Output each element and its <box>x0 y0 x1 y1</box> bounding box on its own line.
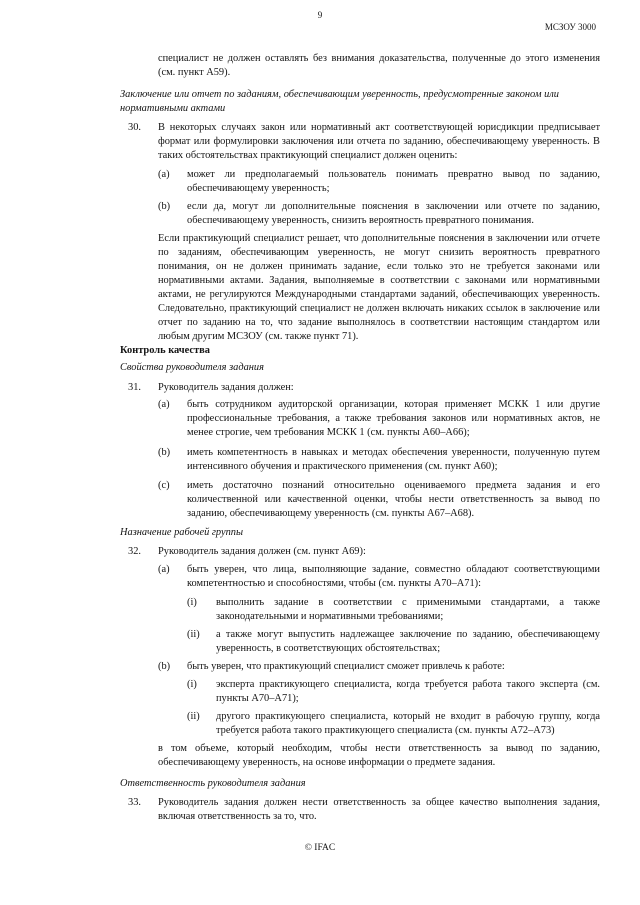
subitem-label-32a-i: (i) <box>187 597 197 608</box>
item-label-31b: (b) <box>158 447 171 458</box>
paragraph-32-text: Руководитель задания должен (см. пункт А69): <box>158 546 366 557</box>
item-label-32b: (b) <box>158 661 171 672</box>
paragraph-number-33: 33. <box>128 797 141 808</box>
item-31b-text: иметь компетентность в навыках и методах обеспечения уверенности, полученную путем интенсивного обучения и практического применения (см. пункт А60); <box>187 447 600 472</box>
subitem-32b-ii-text: другого практикующего специалиста, который не входит в рабочую группу, когда требуется работа такого практикующего специалиста (см. пункты А72–А73) <box>216 711 600 736</box>
page-number: 9 <box>317 10 323 20</box>
subitem-label-32b-i: (i) <box>187 679 197 690</box>
subitem-32a-i-text: выполнить задание в соответствии с применимыми стандартами, а также законодательными и нормативными требованиями; <box>216 597 600 622</box>
paragraph-33-text: Руководитель задания должен нести ответственность за общее качество выполнения задания, включая ответственность за то, что. <box>158 797 600 822</box>
footer-copyright: © IFAC <box>304 843 336 853</box>
subitem-32b-i-text: эксперта практикующего специалиста, когда требуется работа такого эксперта (см. пункты А70–А71); <box>216 679 600 704</box>
paragraph-number-31: 31. <box>128 382 141 393</box>
paragraph-31-text: Руководитель задания должен: <box>158 382 294 393</box>
item-label-31a: (a) <box>158 399 170 410</box>
item-label-31c: (c) <box>158 480 170 491</box>
paragraph-30-text: В некоторых случаях закон или нормативный акт соответствующей юрисдикции предписывает формат или формулировки заключения или отчета по заданию, обеспечивающему уверенность. В таких обстоятельствах практикующий специалист должен оценить: <box>158 122 600 161</box>
item-30b-text: если да, могут ли дополнительные пояснения в заключении или отчете по заданию, обеспечивающему уверенность, снизить вероятность превратного понимания. <box>187 201 600 226</box>
continuation-paragraph: специалист не должен оставлять без внимания доказательства, полученные до этого изменения (см. пункт А59). <box>158 53 600 78</box>
paragraph-number-32: 32. <box>128 546 141 557</box>
subheading-leader-responsibility: Ответственность руководителя задания <box>120 778 306 789</box>
subitem-32a-ii-text: а также могут выпустить надлежащее заключение по заданию, обеспечивающему уверенность, в соответствующих обстоятельствах; <box>216 629 600 654</box>
section-heading-quality-control: Контроль качества <box>120 345 210 356</box>
subitem-label-32b-ii: (ii) <box>187 711 200 722</box>
document-code: МСЗОУ 3000 <box>544 22 596 32</box>
section-heading-report: Заключение или отчет по заданиям, обеспечивающим уверенность, предусмотренные законом или нормативными актами <box>120 89 560 114</box>
paragraph-32-tail: в том объеме, который необходим, чтобы нести ответственность за вывод по заданию, обеспечивающему уверенность, на основе информации о предмете задания. <box>158 743 600 768</box>
item-30a-text: может ли предполагаемый пользователь понимать превратно вывод по заданию, обеспечивающему уверенность; <box>187 169 600 194</box>
paragraph-number-30: 30. <box>128 122 141 133</box>
paragraph-30-explanation: Если практикующий специалист решает, что дополнительные пояснения в заключении или отчете по заданиям, обеспечивающим уверенность, не могут снизить вероятность превратного понимания, он не должен принимать задание, если только это не требуется законами или нормативными актами. Задания, выполняемые в соответствии с законами или нормативными актами, не регулируются Международными стандартами заданий, обеспечивающих уверенность. Следовательно, практикующий специалист не должен включать никаких ссылок в заключение или отчет по заданию на то, что задание выполнялось в соответствии настоящим стандартом или любым другим МСЗОУ (см. также пункт 71). <box>158 233 600 342</box>
item-32b-text: быть уверен, что практикующий специалист сможет привлечь к работе: <box>187 661 505 672</box>
item-32a-text: быть уверен, что лица, выполняющие задание, совместно обладают соответствующими компетентностью и способностями, чтобы (см. пункты А70–А71): <box>187 564 600 589</box>
subitem-label-32a-ii: (ii) <box>187 629 200 640</box>
item-label-30a: (a) <box>158 169 170 180</box>
subheading-engagement-leader: Свойства руководителя задания <box>120 362 264 373</box>
item-label-30b: (b) <box>158 201 171 212</box>
subheading-team-assignment: Назначение рабочей группы <box>120 527 244 538</box>
item-31c-text: иметь достаточно познаний относительно оцениваемого предмета задания и его количественной или качественной оценки, чтобы нести ответственность за вывод по заданию, обеспечивающему уверенность (см. пункты А67–А68). <box>187 480 600 519</box>
item-31a-text: быть сотрудником аудиторской организации, которая применяет МСКК 1 или другие профессиональные требования, а также требования законов или нормативных актов, не менее строгие, чем требования МСКК 1 (см. пункты А60–А66); <box>187 399 600 438</box>
item-label-32a: (a) <box>158 564 170 575</box>
